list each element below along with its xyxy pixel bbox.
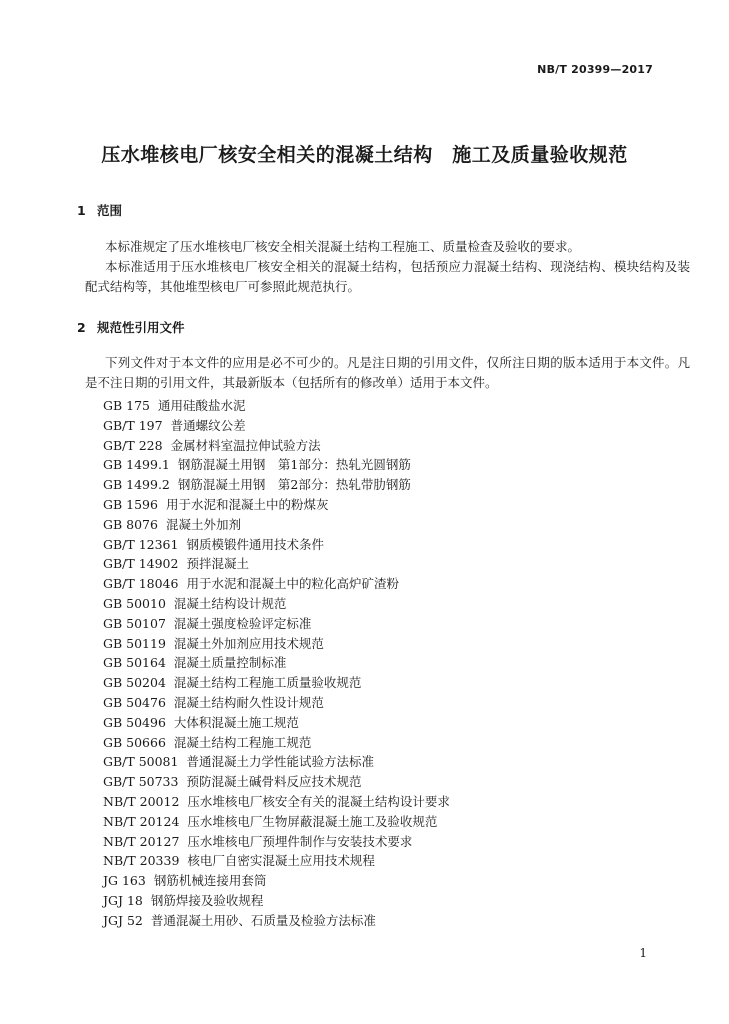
reference-title: 用于水泥和混凝土中的粒化高炉矿渣粉: [186, 576, 399, 592]
references-intro-paragraph: 下列文件对于本文件的应用是必不可少的。凡是注日期的引用文件，仅所注日期的版本适用于本文件。凡是不注日期的引用文件，其最新版本（包括所有的修改单）适用于本文件。: [85, 355, 690, 390]
reference-title: 混凝土外加剂: [165, 516, 241, 532]
reference-code: GB 1596: [103, 496, 158, 512]
reference-code: NB/T 20127: [103, 833, 180, 849]
reference-item: [103, 673, 450, 693]
reference-item: [103, 832, 450, 852]
reference-item: [103, 812, 450, 832]
reference-code: GB 50496: [103, 714, 166, 730]
reference-item: [103, 475, 450, 495]
reference-title: 普通螺纹公差: [170, 417, 246, 433]
section-heading-scope: [77, 201, 122, 219]
reference-item: [103, 653, 450, 673]
reference-title: 大体积混凝土施工规范: [173, 714, 299, 730]
reference-item: [103, 535, 450, 555]
reference-title: 金属材料室温拉伸试验方法: [170, 437, 321, 453]
reference-code: GB 50164: [103, 655, 166, 671]
reference-code: GB 50666: [103, 734, 166, 750]
reference-item: [103, 752, 450, 772]
reference-item: [103, 634, 450, 654]
reference-item: [103, 693, 450, 713]
reference-item: [103, 574, 450, 594]
reference-title: 普通混凝土力学性能试验方法标准: [186, 754, 374, 770]
page-number: 1: [639, 946, 647, 960]
reference-code: GB/T 50081: [103, 754, 179, 770]
reference-code: GB 50476: [103, 694, 166, 710]
document-title: 压水堆核电厂核安全相关的混凝土结构 施工及质量验收规范: [101, 144, 628, 166]
reference-item: [103, 851, 450, 871]
reference-code: GB/T 197: [103, 417, 163, 433]
reference-code: GB 175: [103, 398, 151, 413]
reference-code: JGJ 52: [103, 912, 143, 928]
reference-title: 钢质模锻件通用技术条件: [186, 536, 324, 552]
reference-title: 用于水泥和混凝土中的粉煤灰: [165, 496, 329, 512]
reference-item: [103, 733, 450, 753]
reference-title: 压水堆核电厂生物屏蔽混凝土施工及验收规范: [187, 813, 438, 829]
reference-code: GB/T 12361: [103, 536, 179, 552]
reference-title: 钢筋混凝土用钢 第1部分：热轧光圆钢筋: [177, 457, 411, 473]
reference-item: [103, 495, 450, 515]
reference-code: GB 50107: [103, 615, 166, 631]
document-code: NB/T 20399—2017: [537, 63, 653, 76]
reference-title: 混凝土结构工程施工质量验收规范: [173, 675, 362, 691]
reference-title: 混凝土强度检验评定标准: [173, 615, 312, 631]
section-title: 规范性引用文件: [97, 320, 185, 335]
reference-title: 预拌混凝土: [186, 556, 249, 572]
reference-item: [103, 396, 450, 416]
reference-title: 通用硅酸盐水泥: [158, 398, 246, 413]
section-title: 范围: [97, 203, 123, 218]
reference-item: [103, 772, 450, 792]
reference-item: [103, 792, 450, 812]
reference-title: 钢筋混凝土用钢 第2部分：热轧带肋钢筋: [177, 477, 411, 493]
reference-title: 混凝土结构设计规范: [173, 595, 287, 611]
reference-title: 核电厂自密实混凝土应用技术规程: [187, 853, 375, 869]
reference-code: NB/T 20339: [103, 853, 180, 869]
reference-item: [103, 911, 450, 931]
reference-code: GB/T 50733: [103, 774, 179, 790]
reference-item: [103, 871, 450, 891]
section-heading-normative-references: [77, 318, 185, 336]
reference-item: [103, 891, 450, 911]
reference-code: JG 163: [103, 873, 146, 889]
reference-item: [103, 713, 450, 733]
reference-list: [103, 396, 450, 931]
section-number: 1: [77, 203, 86, 218]
reference-item: [103, 436, 450, 456]
reference-title: 压水堆核电厂核安全有关的混凝土结构设计要求: [187, 793, 450, 809]
reference-title: 混凝土结构耐久性设计规范: [173, 694, 324, 710]
scope-paragraph-1: 本标准规定了压水堆核电厂核安全相关混凝土结构工程施工、质量检查及验收的要求。: [105, 239, 581, 254]
reference-code: GB/T 228: [103, 437, 163, 453]
reference-title: 钢筋焊接及验收规程: [150, 892, 264, 908]
reference-title: 混凝土结构工程施工规范: [173, 734, 312, 750]
section-number: 2: [77, 320, 86, 335]
reference-item: [103, 554, 450, 574]
reference-title: 预防混凝土碱骨料反应技术规范: [186, 774, 362, 790]
reference-code: JGJ 18: [103, 892, 143, 908]
scope-paragraph-2: 本标准适用于压水堆核电厂核安全相关的混凝土结构，包括预应力混凝土结构、现浇结构、模块结构及装配式结构等，其他堆型核电厂可参照此规范执行。: [85, 259, 690, 294]
reference-code: GB 50204: [103, 675, 166, 691]
reference-code: NB/T 20124: [103, 813, 180, 829]
reference-code: GB 50010: [103, 595, 166, 611]
reference-code: NB/T 20012: [103, 793, 180, 809]
reference-code: GB 1499.2: [103, 477, 170, 493]
reference-code: GB 1499.1: [103, 457, 170, 473]
reference-title: 钢筋机械连接用套筒: [153, 873, 267, 889]
reference-title: 混凝土外加剂应用技术规范: [173, 635, 324, 651]
reference-title: 混凝土质量控制标准: [173, 655, 287, 671]
reference-code: GB 50119: [103, 635, 166, 651]
reference-code: GB 8076: [103, 516, 158, 532]
reference-title: 压水堆核电厂预埋件制作与安装技术要求: [187, 833, 413, 849]
reference-item: [103, 515, 450, 535]
reference-code: GB/T 18046: [103, 576, 179, 592]
reference-title: 普通混凝土用砂、石质量及检验方法标准: [150, 912, 376, 928]
reference-item: [103, 416, 450, 436]
reference-item: [103, 455, 450, 475]
reference-code: GB/T 14902: [103, 556, 179, 572]
reference-item: [103, 614, 450, 634]
reference-item: [103, 594, 450, 614]
